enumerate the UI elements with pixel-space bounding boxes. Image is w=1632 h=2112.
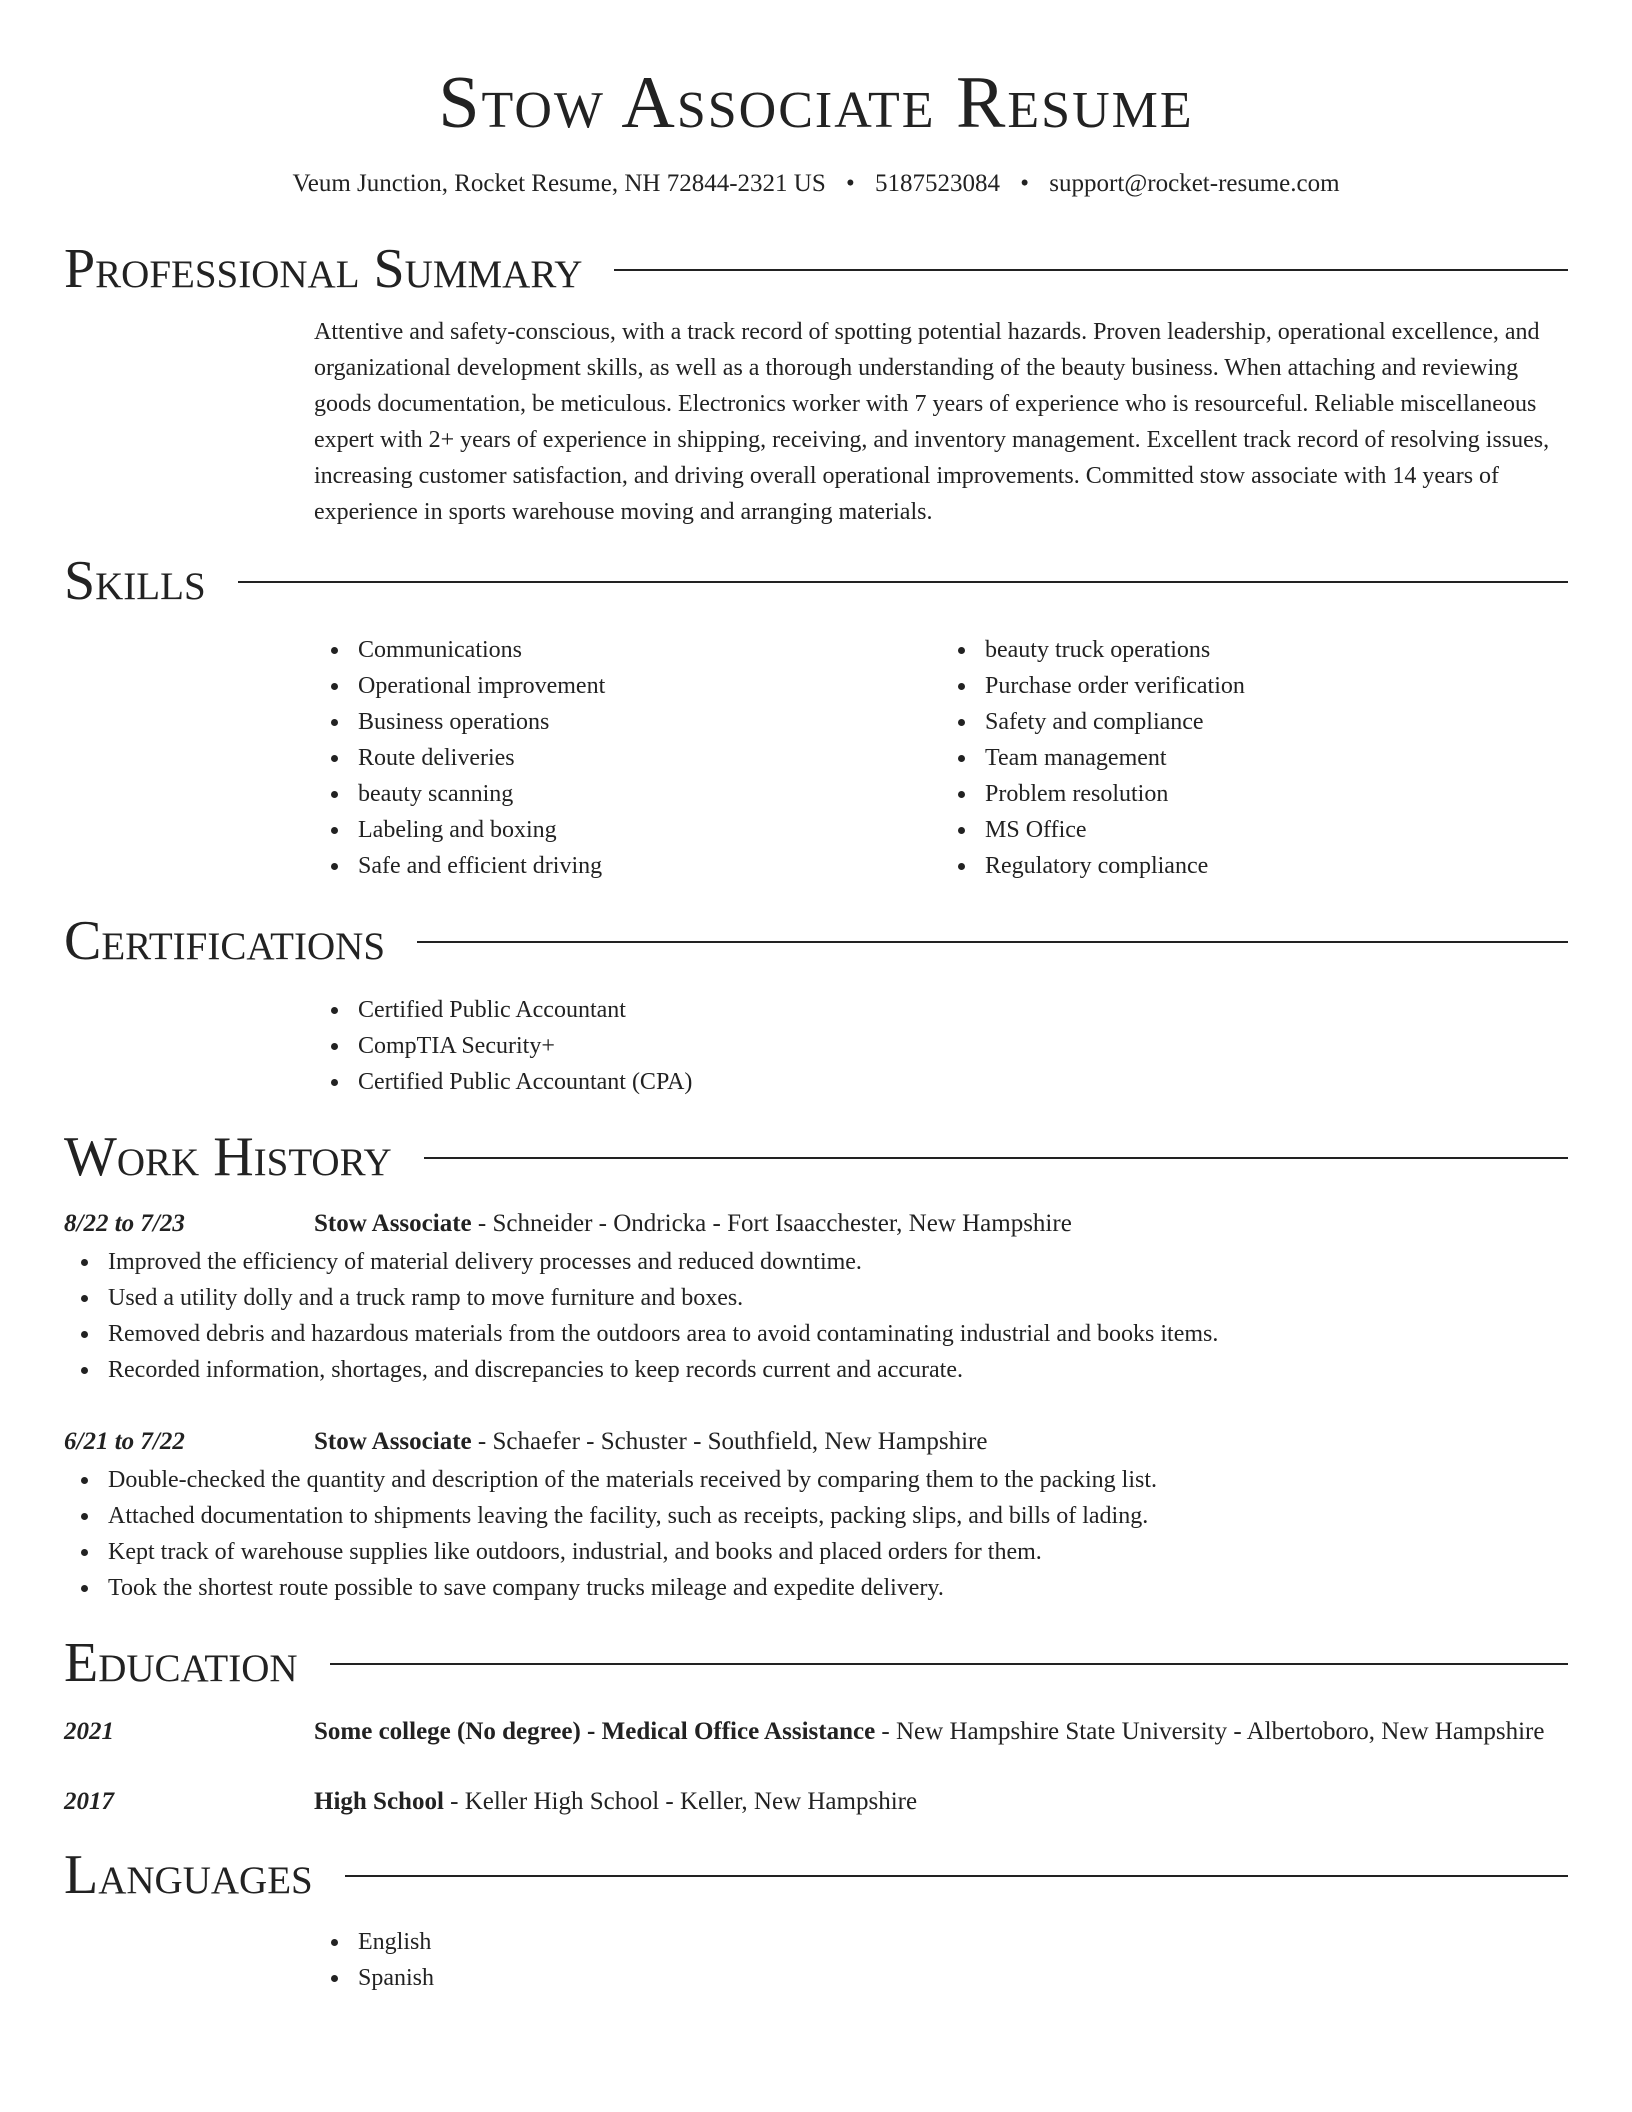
job-bullet: Recorded information, shortages, and discrepancies to keep records current and accurate. bbox=[108, 1352, 1568, 1388]
certifications-body bbox=[314, 992, 1568, 1100]
education-degree: High School bbox=[314, 1788, 444, 1815]
education-details: - Keller High School - Keller, New Hampshire bbox=[443, 1788, 918, 1815]
summary-body bbox=[314, 314, 1568, 530]
skill-item: Problem resolution bbox=[985, 776, 1568, 812]
skills-heading: Skills bbox=[64, 550, 206, 612]
skills-section bbox=[64, 550, 1568, 884]
section-divider bbox=[417, 941, 1568, 943]
skill-item: Safe and efficient driving bbox=[358, 848, 941, 884]
education-summary bbox=[314, 1712, 1568, 1752]
skill-item: Team management bbox=[985, 740, 1568, 776]
job-bullet: Took the shortest route possible to save company trucks mileage and expedite delivery. bbox=[108, 1570, 1568, 1606]
job-details: - Schaefer - Schuster - Southfield, New Hampshire bbox=[471, 1428, 988, 1455]
education-entry bbox=[64, 1712, 1568, 1752]
job-header bbox=[64, 1204, 1568, 1244]
languages-heading: Languages bbox=[64, 1844, 313, 1906]
job-summary bbox=[314, 1204, 1568, 1244]
languages-section bbox=[64, 1844, 1568, 1996]
work-header bbox=[64, 1126, 1568, 1188]
skill-item: Regulatory compliance bbox=[985, 848, 1568, 884]
skill-item: Communications bbox=[358, 632, 941, 668]
job-bullet: Used a utility dolly and a truck ramp to move furniture and boxes. bbox=[108, 1280, 1568, 1316]
section-divider bbox=[424, 1157, 1568, 1159]
skills-header bbox=[64, 550, 1568, 612]
section-divider bbox=[614, 269, 1568, 271]
work-section bbox=[64, 1126, 1568, 1606]
skill-item: MS Office bbox=[985, 812, 1568, 848]
skill-item: beauty truck operations bbox=[985, 632, 1568, 668]
skills-list-left bbox=[314, 632, 941, 884]
job-bullet: Double-checked the quantity and description of the materials received by comparing them to the packing list. bbox=[108, 1462, 1568, 1498]
education-year: 2021 bbox=[64, 1718, 114, 1745]
education-summary bbox=[314, 1782, 1568, 1822]
skill-item: beauty scanning bbox=[358, 776, 941, 812]
contact-email: support@rocket-resume.com bbox=[1049, 170, 1340, 197]
job-bullets bbox=[64, 1462, 1568, 1606]
job-bullet: Removed debris and hazardous materials from the outdoors area to avoid contaminating industrial and books items. bbox=[108, 1316, 1568, 1352]
education-details: - New Hampshire State University - Albertoboro, New Hampshire bbox=[875, 1718, 1545, 1745]
section-divider bbox=[345, 1875, 1568, 1877]
job-summary bbox=[314, 1422, 1568, 1462]
skill-item: Labeling and boxing bbox=[358, 812, 941, 848]
certification-item: Certified Public Accountant bbox=[358, 992, 1568, 1028]
education-section bbox=[64, 1632, 1568, 1822]
skill-item: Safety and compliance bbox=[985, 704, 1568, 740]
job-bullets bbox=[64, 1244, 1568, 1388]
skills-list-right bbox=[941, 632, 1568, 884]
certification-item: CompTIA Security+ bbox=[358, 1028, 1568, 1064]
job-title: Stow Associate bbox=[314, 1428, 472, 1455]
contact-phone: 5187523084 bbox=[875, 170, 1000, 197]
education-year: 2017 bbox=[64, 1788, 114, 1815]
education-degree: Some college (No degree) - Medical Office Assistance bbox=[314, 1718, 876, 1745]
education-header bbox=[64, 1632, 1568, 1694]
job-bullet: Kept track of warehouse supplies like outdoors, industrial, and books and placed orders for them. bbox=[108, 1534, 1568, 1570]
certifications-list bbox=[314, 992, 1568, 1100]
job-title: Stow Associate bbox=[314, 1210, 472, 1237]
section-divider bbox=[238, 581, 1568, 583]
education-heading: Education bbox=[64, 1632, 298, 1694]
skills-body bbox=[314, 632, 1568, 884]
job-entry bbox=[64, 1422, 1568, 1606]
contact-address: Veum Junction, Rocket Resume, NH 72844-2321 US bbox=[292, 170, 826, 197]
languages-header bbox=[64, 1844, 1568, 1906]
skill-item: Operational improvement bbox=[358, 668, 941, 704]
summary-text: Attentive and safety-conscious, with a track record of spotting potential hazards. Proven leadership, operational excellence, and organizational development skills, as well as a thorough understanding of the beauty business. When attaching and reviewing goods documentation, be meticulous. Electronics worker with 7 years of experience who is resourceful. Reliable miscellaneous expert with 2+ years of experience in shipping, receiving, and inventory management. Excellent track record of resolving issues, increasing customer satisfaction, and driving overall operational improvements. Committed stow associate with 14 years of experience in sports warehouse moving and arranging materials. bbox=[314, 319, 1550, 525]
job-entry bbox=[64, 1204, 1568, 1388]
contact-line bbox=[64, 168, 1568, 200]
skill-item: Purchase order verification bbox=[985, 668, 1568, 704]
summary-heading: Professional Summary bbox=[64, 238, 583, 300]
summary-header bbox=[64, 238, 1568, 300]
languages-body bbox=[314, 1924, 1568, 1996]
job-dates: 8/22 to 7/23 bbox=[64, 1210, 185, 1237]
certifications-heading: Certifications bbox=[64, 910, 386, 972]
language-item: English bbox=[358, 1924, 1568, 1960]
languages-list bbox=[314, 1924, 1568, 1996]
work-heading: Work History bbox=[64, 1126, 392, 1188]
job-header bbox=[64, 1422, 1568, 1462]
certifications-section bbox=[64, 910, 1568, 1100]
language-item: Spanish bbox=[358, 1960, 1568, 1996]
contact-separator: • bbox=[845, 170, 855, 197]
certifications-header bbox=[64, 910, 1568, 972]
education-entry bbox=[64, 1782, 1568, 1822]
certification-item: Certified Public Accountant (CPA) bbox=[358, 1064, 1568, 1100]
summary-section bbox=[64, 238, 1568, 530]
section-divider bbox=[330, 1663, 1568, 1665]
job-bullet: Attached documentation to shipments leaving the facility, such as receipts, packing slips, and bills of lading. bbox=[108, 1498, 1568, 1534]
skill-item: Route deliveries bbox=[358, 740, 941, 776]
job-bullet: Improved the efficiency of material delivery processes and reduced downtime. bbox=[108, 1244, 1568, 1280]
job-details: - Schneider - Ondricka - Fort Isaacchester, New Hampshire bbox=[471, 1210, 1072, 1237]
job-dates: 6/21 to 7/22 bbox=[64, 1428, 185, 1455]
contact-separator: • bbox=[1020, 170, 1030, 197]
resume-title: Stow Associate Resume bbox=[438, 62, 1194, 144]
skill-item: Business operations bbox=[358, 704, 941, 740]
